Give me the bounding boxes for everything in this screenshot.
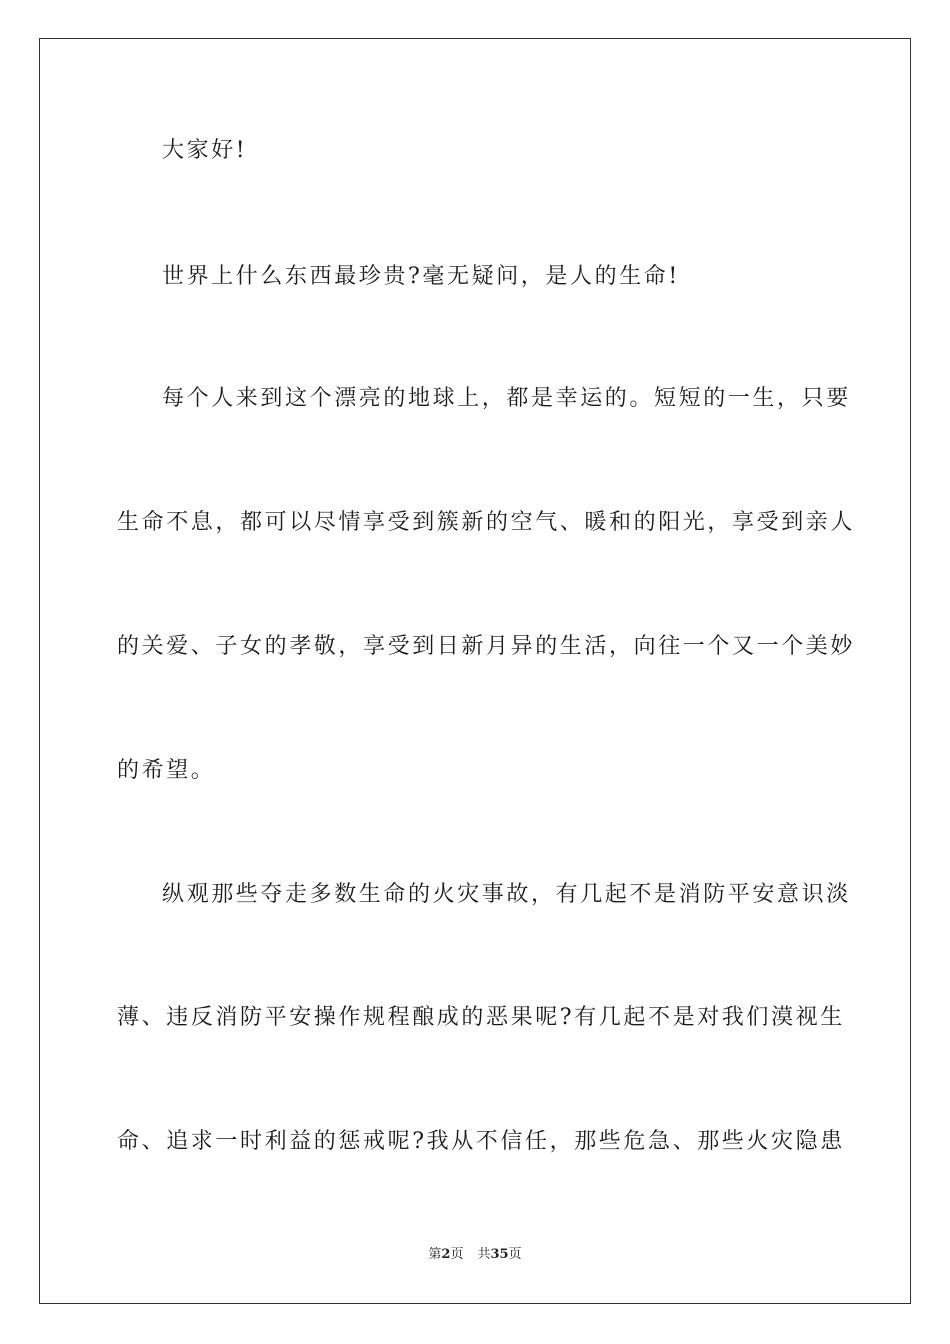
total-suffix: 页 [508, 1247, 522, 1262]
total-prefix: 共 [477, 1247, 491, 1262]
paragraph-2-line-2: 生命不息，都可以尽情享受到簇新的空气、暖和的阳光，享受到亲人 [117, 510, 856, 535]
paragraph-3-line-3: 命、追求一时利益的惩戒呢?我从不信任，那些危急、那些火灾隐患 [117, 1129, 845, 1154]
page-border [39, 38, 911, 1304]
paragraph-2-line-3: 的关爱、子女的孝敬，享受到日新月异的生活，向往一个又一个美妙 [117, 634, 856, 659]
total-pages: 35 [490, 1247, 509, 1262]
page-number: 2 [441, 1247, 451, 1262]
paragraph-3-line-1: 纵观那些夺走多数生命的火灾事故，有几起不是消防平安意识淡 [162, 882, 851, 907]
greeting-line: 大家好! [162, 138, 248, 163]
paragraph-2-line-1: 每个人来到这个漂亮的地球上，都是幸运的。短短的一生，只要 [162, 386, 851, 411]
page-footer [0, 1246, 950, 1264]
paragraph-3-line-2: 薄、违反消防平安操作规程酿成的恶果呢?有几起不是对我们漠视生 [117, 1005, 845, 1030]
page-suffix: 页 [450, 1247, 464, 1262]
page-prefix: 第 [428, 1247, 442, 1262]
paragraph-2-line-4: 的希望。 [117, 758, 216, 783]
paragraph-1-line-1: 世界上什么东西最珍贵?毫无疑问，是人的生命! [162, 264, 680, 289]
